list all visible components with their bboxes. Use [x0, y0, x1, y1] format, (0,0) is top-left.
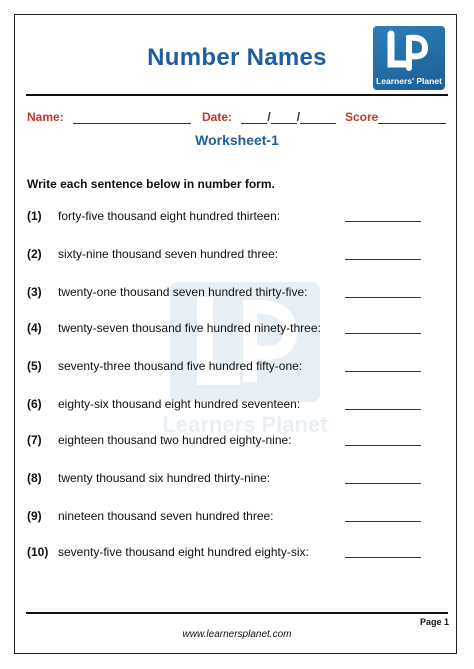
question-text: seventy-five thousand eight hundred eighty-six:: [58, 545, 309, 559]
footer-rule: [26, 612, 448, 614]
question-text: eighteen thousand two hundred eighty-nine:: [58, 433, 292, 447]
question-text: twenty-one thousand seven hundred thirty-five:: [58, 285, 308, 299]
answer-line[interactable]: [345, 409, 421, 410]
logo-text: Learners' Planet: [376, 76, 442, 86]
question-8: [27, 471, 427, 487]
answer-line[interactable]: [345, 333, 421, 334]
name-input-line[interactable]: [73, 112, 191, 124]
question-2: [27, 247, 427, 263]
answer-line[interactable]: [345, 297, 421, 298]
question-number: (1): [27, 209, 42, 223]
answer-line[interactable]: [345, 521, 421, 522]
name-label: Name:: [27, 110, 64, 124]
header-rule: [26, 94, 448, 96]
question-number: (3): [27, 285, 42, 299]
question-5: [27, 359, 427, 375]
answer-line[interactable]: [345, 483, 421, 484]
question-number: (7): [27, 433, 42, 447]
question-number: (9): [27, 509, 42, 523]
question-number: (8): [27, 471, 42, 485]
score-label: Score: [345, 110, 379, 124]
question-number: (5): [27, 359, 42, 373]
date-field: Date: / /: [202, 110, 336, 124]
date-month-line[interactable]: [271, 112, 297, 124]
watermark-text: Learners Planet: [162, 412, 328, 437]
question-10: [27, 545, 427, 561]
question-6: [27, 397, 427, 413]
question-4: [27, 321, 427, 337]
answer-line[interactable]: [345, 557, 421, 558]
answer-line[interactable]: [345, 221, 421, 222]
question-text: twenty thousand six hundred thirty-nine:: [58, 471, 271, 485]
question-9: [27, 509, 427, 525]
question-1: [27, 209, 427, 225]
date-day-line[interactable]: [241, 112, 267, 124]
question-3: [27, 285, 427, 301]
answer-line[interactable]: [345, 371, 421, 372]
question-number: (4): [27, 321, 42, 335]
question-number: (10): [27, 545, 49, 559]
score-field: [345, 110, 446, 124]
answer-line[interactable]: [345, 445, 421, 446]
question-text: eighty-six thousand eight hundred seventeen:: [58, 397, 301, 411]
date-year-line[interactable]: [300, 112, 336, 124]
question-text: nineteen thousand seven hundred three:: [58, 509, 274, 523]
question-text: seventy-three thousand five hundred fifty-one:: [58, 359, 303, 373]
question-text: twenty-seven thousand five hundred ninety-three:: [58, 321, 321, 335]
score-input-line[interactable]: [378, 112, 446, 124]
page-title-text: Number Names: [147, 44, 327, 71]
footer-url[interactable]: www.learnersplanet.com: [182, 629, 292, 640]
date-label: Date:: [202, 110, 233, 124]
worksheet-title: [0, 132, 474, 150]
name-field: [27, 110, 191, 124]
question-number: (6): [27, 397, 42, 411]
question-text: forty-five thousand eight hundred thirteen:: [58, 209, 281, 223]
worksheet-title-text: Worksheet-1: [195, 132, 279, 148]
question-number: (2): [27, 247, 42, 261]
learners-planet-logo: [373, 26, 445, 90]
instruction-text: Write each sentence below in number form.: [27, 177, 275, 191]
answer-line[interactable]: [345, 259, 421, 260]
logo-mark-icon: [385, 30, 433, 74]
page-number: Page 1: [420, 617, 450, 627]
question-7: [27, 433, 427, 449]
question-text: sixty-nine thousand seven hundred three:: [58, 247, 279, 261]
